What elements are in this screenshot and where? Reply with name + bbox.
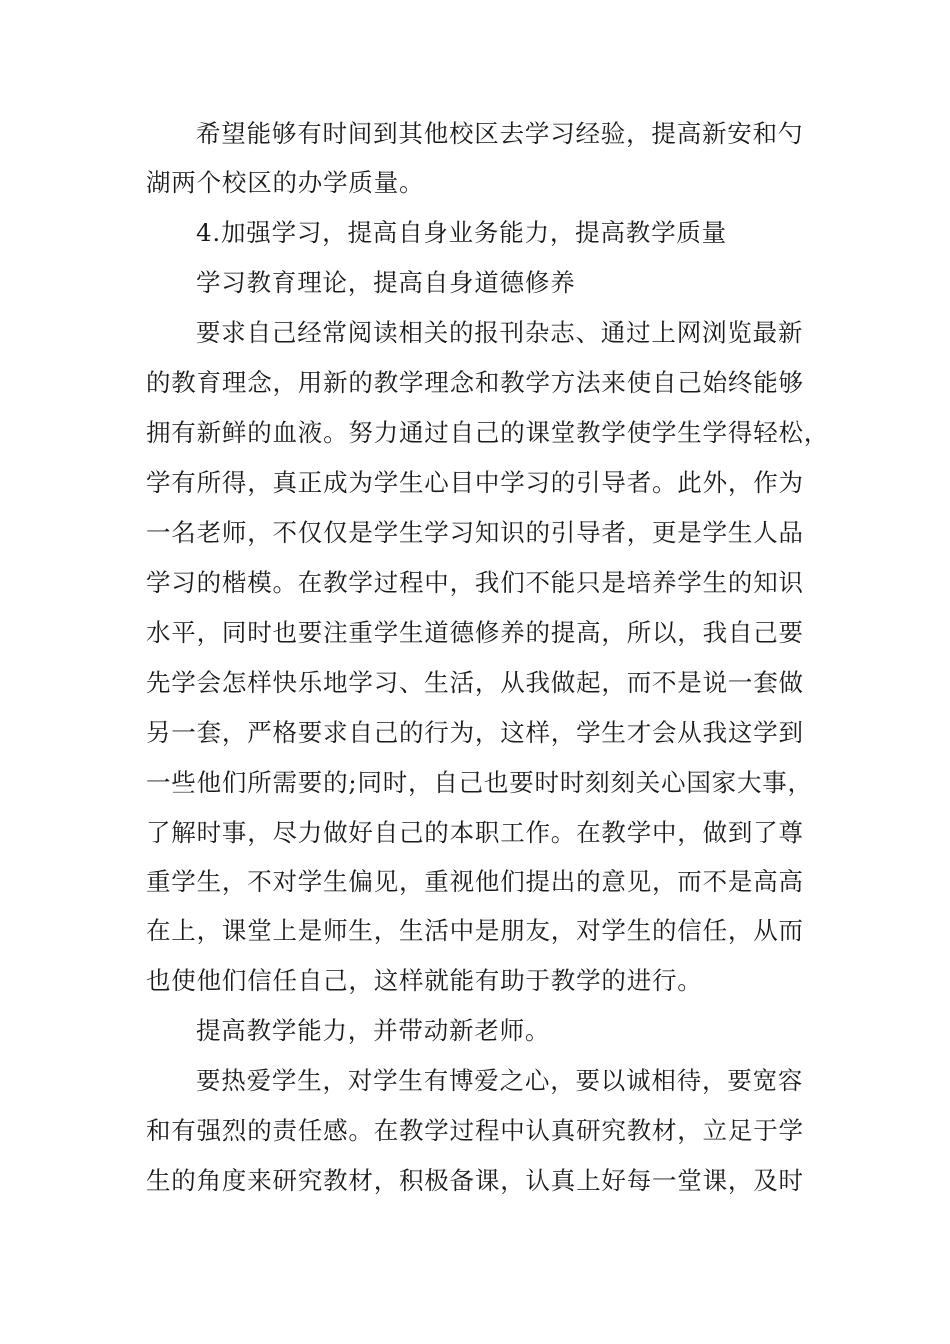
- text-line: 重学生，不对学生偏见，重视他们提出的意见，而不是高高: [146, 867, 804, 896]
- subsection-heading: 学习教育理论，提高自身道德修养: [196, 268, 576, 297]
- text-line: 的教育理念，用新的教学理念和教学方法来使自己始终能够: [146, 368, 804, 397]
- text-line: 在上，课堂上是师生，生活中是朋友，对学生的信任，从而: [146, 916, 804, 945]
- text-line: 希望能够有时间到其他校区去学习经验，提高新安和勺: [196, 119, 804, 148]
- text-line: 湖两个校区的办学质量。: [146, 168, 425, 197]
- text-line: 一名老师，不仅仅是学生学习知识的引导者，更是学生人品: [146, 518, 804, 547]
- text-line: 学习的楷模。在教学过程中，我们不能只是培养学生的知识: [146, 568, 804, 597]
- text-line: 先学会怎样快乐地学习、生活，从我做起，而不是说一套做: [146, 668, 804, 697]
- text-line: 拥有新鲜的血液。努力通过自己的课堂教学使学生学得轻松，: [146, 418, 830, 447]
- subsection-heading: 提高教学能力，并带动新老师。: [196, 1016, 551, 1045]
- text-line: 水平，同时也要注重学生道德修养的提高，所以，我自己要: [146, 618, 804, 647]
- section-heading: 4.加强学习，提高自身业务能力，提高教学质量: [196, 218, 727, 247]
- text-line: 生的角度来研究教材，积极备课，认真上好每一堂课，及时: [146, 1166, 804, 1195]
- text-line: 要热爱学生，对学生有博爱之心，要以诚相待，要宽容: [196, 1066, 804, 1095]
- text-line: 一些他们所需要的;同时，自己也要时时刻刻关心国家大事，: [146, 768, 813, 797]
- text-line: 了解时事，尽力做好自己的本职工作。在教学中，做到了尊: [146, 818, 804, 847]
- text-line: 也使他们信任自己，这样就能有助于教学的进行。: [146, 966, 703, 995]
- text-line: 另一套，严格要求自己的行为，这样，学生才会从我这学到: [146, 718, 804, 747]
- text-line: 和有强烈的责任感。在教学过程中认真研究教材，立足于学: [146, 1116, 804, 1145]
- text-line: 要求自己经常阅读相关的报刊杂志、通过上网浏览最新: [196, 318, 804, 347]
- text-line: 学有所得，真正成为学生心目中学习的引导者。此外，作为: [146, 468, 804, 497]
